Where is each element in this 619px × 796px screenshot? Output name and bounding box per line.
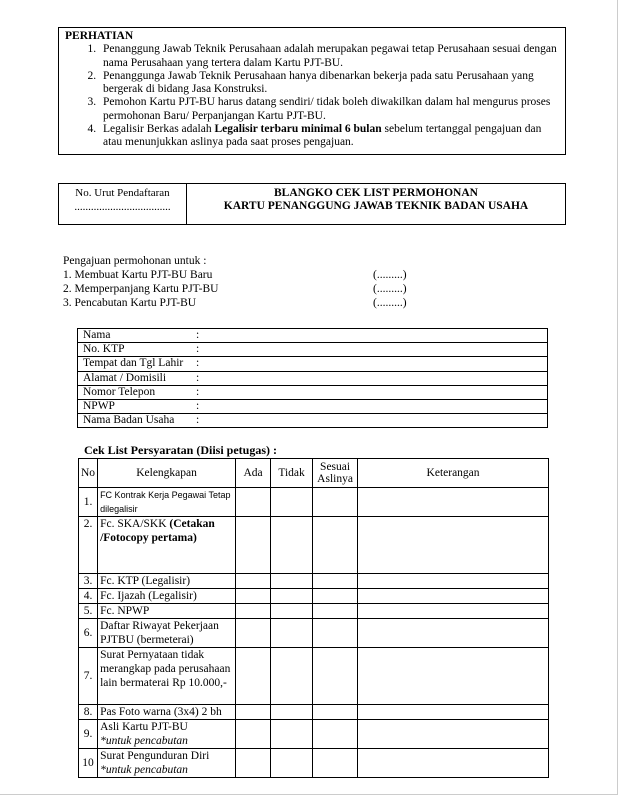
table-row xyxy=(78,414,548,428)
check-tidak[interactable] xyxy=(271,648,313,705)
form-title xyxy=(187,184,565,224)
header-ada: Ada xyxy=(236,459,271,488)
form-title-line1: BLANGKO CEK LIST PERMOHONAN xyxy=(274,187,478,199)
keterangan-cell[interactable] xyxy=(358,604,549,619)
requirements-checklist-table xyxy=(78,458,549,778)
check-sesuai[interactable] xyxy=(313,720,358,749)
table-row xyxy=(78,357,548,371)
field-label-npwp: NPWP xyxy=(78,399,197,413)
table-header-row xyxy=(79,459,549,488)
keterangan-cell[interactable] xyxy=(358,517,549,574)
notice-item xyxy=(99,123,559,150)
registration-number-cell xyxy=(59,184,187,224)
check-ada[interactable] xyxy=(236,749,271,778)
requirement-text: FC Kontrak Kerja Pegawai Tetap dilegalisir xyxy=(98,488,236,517)
check-ada[interactable] xyxy=(236,648,271,705)
requirement-text: Fc. KTP (Legalisir) xyxy=(98,574,236,589)
check-sesuai[interactable] xyxy=(313,619,358,648)
check-ada[interactable] xyxy=(236,574,271,589)
table-row xyxy=(79,488,549,517)
row-number: 10 xyxy=(79,749,98,778)
form-title-line2: KARTU PENANGGUNG JAWAB TEKNIK BADAN USAHA xyxy=(223,200,529,212)
check-sesuai[interactable] xyxy=(313,574,358,589)
table-row xyxy=(78,343,548,357)
field-colon: : xyxy=(196,357,204,371)
field-colon: : xyxy=(196,343,204,357)
notice-text: sebelum tertanggal pengajuan dan atau menunjukkan aslinya pada saat proses pengajuan. xyxy=(103,123,542,149)
field-value-company[interactable] xyxy=(204,414,548,428)
field-colon: : xyxy=(196,371,204,385)
header-no: No xyxy=(79,459,98,488)
registration-label: No. Urut Pendaftaran xyxy=(75,187,170,199)
check-sesuai[interactable] xyxy=(313,648,358,705)
check-tidak[interactable] xyxy=(271,749,313,778)
notice-box xyxy=(58,27,566,155)
requirement-note: *untuk pencabutan xyxy=(100,764,188,776)
check-sesuai[interactable] xyxy=(313,705,358,720)
request-option-label: 1. Membuat Kartu PJT-BU Baru xyxy=(63,269,213,281)
check-tidak[interactable] xyxy=(271,619,313,648)
table-row xyxy=(78,399,548,413)
field-colon: : xyxy=(196,399,204,413)
field-value-ktp[interactable] xyxy=(204,343,548,357)
request-option[interactable] xyxy=(63,296,423,310)
row-number: 1. xyxy=(79,488,98,517)
header-keterangan: Keterangan xyxy=(358,459,549,488)
field-label-nama: Nama xyxy=(78,329,197,343)
check-ada[interactable] xyxy=(236,488,271,517)
request-intro: Pengajuan permohonan untuk : xyxy=(63,255,207,267)
check-tidak[interactable] xyxy=(271,488,313,517)
field-label-ktp: No. KTP xyxy=(78,343,197,357)
field-label-phone: Nomor Telepon xyxy=(78,385,197,399)
notice-item: 1. Penanggung Jawab Teknik Perusahaan adalah merupakan pegawai tetap Perusahaan sesuai dengan nama Perusahaan yang tertera dalam Kartu PJT-BU. xyxy=(99,43,559,70)
request-option[interactable] xyxy=(63,282,423,296)
requirement-text-plain: Surat Pengunduran Diri xyxy=(100,750,210,762)
header-item: Kelengkapan xyxy=(98,459,236,488)
requirement-text xyxy=(98,749,236,778)
requirement-text xyxy=(98,517,236,574)
requirement-text: Pas Foto warna (3x4) 2 bh xyxy=(98,705,236,720)
field-value-npwp[interactable] xyxy=(204,399,548,413)
check-tidak[interactable] xyxy=(271,574,313,589)
check-ada[interactable] xyxy=(236,517,271,574)
check-sesuai[interactable] xyxy=(313,517,358,574)
field-label-address: Alamat / Domisili xyxy=(78,371,197,385)
registration-value[interactable]: ................................... xyxy=(74,201,171,213)
table-row xyxy=(79,648,549,705)
requirement-text-plain: Fc. SKA/SKK xyxy=(100,518,170,530)
requirement-text: Fc. NPWP xyxy=(98,604,236,619)
request-option-label: 3. Pencabutan Kartu PJT-BU xyxy=(63,297,197,309)
check-tidak[interactable] xyxy=(271,604,313,619)
field-colon: : xyxy=(196,385,204,399)
check-tidak[interactable] xyxy=(271,589,313,604)
keterangan-cell[interactable] xyxy=(358,619,549,648)
row-number: 8. xyxy=(79,705,98,720)
table-row xyxy=(79,720,549,749)
applicant-identity-table xyxy=(77,328,548,428)
row-number: 3. xyxy=(79,574,98,589)
header-sesuai: Sesuai Aslinya xyxy=(313,459,358,488)
table-row xyxy=(78,371,548,385)
check-ada[interactable] xyxy=(236,604,271,619)
requirement-text: Fc. Ijazah (Legalisir) xyxy=(98,589,236,604)
check-tidak[interactable] xyxy=(271,705,313,720)
table-row xyxy=(79,749,549,778)
table-row xyxy=(79,517,549,574)
requirement-text: Surat Pernyataan tidak merangkap pada perusahaan lain bermaterai Rp 10.000,- xyxy=(98,648,236,705)
row-number: 9. xyxy=(79,720,98,749)
request-option-mark[interactable]: (.........) xyxy=(373,283,407,295)
requirement-text: Daftar Riwayat Pekerjaan PJTBU (bermeterai) xyxy=(98,619,236,648)
check-ada[interactable] xyxy=(236,705,271,720)
check-ada[interactable] xyxy=(236,619,271,648)
request-option-mark[interactable]: (.........) xyxy=(373,269,407,281)
keterangan-cell[interactable] xyxy=(358,705,549,720)
table-row xyxy=(79,705,549,720)
field-value-birth[interactable] xyxy=(204,357,548,371)
requirement-note: *untuk pencabutan xyxy=(100,735,188,747)
check-tidak[interactable] xyxy=(271,720,313,749)
keterangan-cell[interactable] xyxy=(358,720,549,749)
notice-item: 3. Pemohon Kartu PJT-BU harus datang sendiri/ tidak boleh diwakilkan dalam hal mengurus proses permohonan Baru/ Perpanjangan Kartu PJT-BU. xyxy=(99,96,559,123)
check-sesuai[interactable] xyxy=(313,488,358,517)
row-number: 6. xyxy=(79,619,98,648)
field-colon: : xyxy=(196,414,204,428)
table-row xyxy=(78,329,548,343)
request-type-section xyxy=(63,254,423,310)
table-row xyxy=(79,619,549,648)
field-label-company: Nama Badan Usaha xyxy=(78,414,197,428)
check-tidak[interactable] xyxy=(271,517,313,574)
row-number: 7. xyxy=(79,648,98,705)
row-number: 5. xyxy=(79,604,98,619)
table-row xyxy=(79,574,549,589)
check-ada[interactable] xyxy=(236,589,271,604)
check-sesuai[interactable] xyxy=(313,604,358,619)
check-sesuai[interactable] xyxy=(313,589,358,604)
field-colon: : xyxy=(196,329,204,343)
row-number: 2. xyxy=(79,517,98,574)
field-value-nama[interactable] xyxy=(204,329,548,343)
form-header xyxy=(58,183,566,225)
check-ada[interactable] xyxy=(236,720,271,749)
keterangan-cell[interactable] xyxy=(358,574,549,589)
request-option-mark[interactable]: (.........) xyxy=(373,297,407,309)
field-value-phone[interactable] xyxy=(204,385,548,399)
requirement-text xyxy=(98,720,236,749)
notice-list xyxy=(65,43,559,149)
notice-title: PERHATIAN xyxy=(65,30,134,42)
row-number: 4. xyxy=(79,589,98,604)
notice-text: Legalisir Berkas adalah xyxy=(103,123,215,136)
keterangan-cell[interactable] xyxy=(358,488,549,517)
table-row xyxy=(79,589,549,604)
check-sesuai[interactable] xyxy=(313,749,358,778)
notice-emphasis: Legalisir terbaru minimal 6 bulan xyxy=(214,123,382,136)
header-tidak: Tidak xyxy=(271,459,313,488)
notice-item: 2. Penanggunga Jawab Teknik Perusahaan hanya dibenarkan bekerja pada satu Perusahaan yang bergerak di bidang Jasa Konstruksi. xyxy=(99,70,559,97)
requirement-text-plain: Asli Kartu PJT-BU xyxy=(100,721,188,733)
keterangan-cell[interactable] xyxy=(358,648,549,705)
keterangan-cell[interactable] xyxy=(358,589,549,604)
field-value-address[interactable] xyxy=(204,371,548,385)
request-option-label: 2. Memperpanjang Kartu PJT-BU xyxy=(63,283,219,295)
requirement-text-bold: (Cetakan /Fotocopy pertama) xyxy=(100,518,215,544)
table-row xyxy=(78,385,548,399)
checklist-title: Cek List Persyaratan (Diisi petugas) : xyxy=(84,443,277,457)
keterangan-cell[interactable] xyxy=(358,749,549,778)
request-option[interactable] xyxy=(63,268,423,282)
table-row xyxy=(79,604,549,619)
field-label-birth: Tempat dan Tgl Lahir xyxy=(78,357,197,371)
